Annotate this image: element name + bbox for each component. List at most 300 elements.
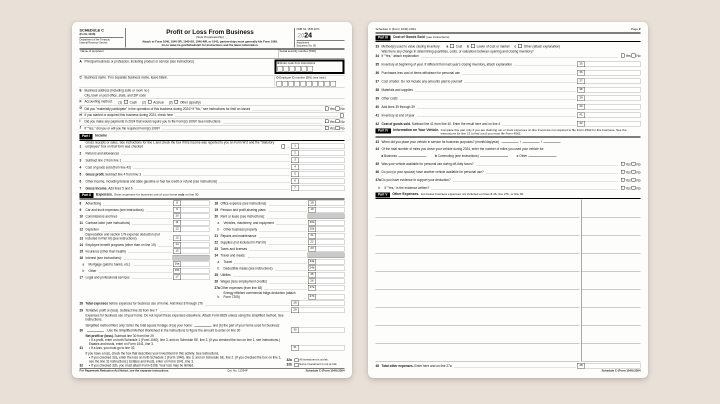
expense-description-field[interactable] <box>376 290 580 308</box>
field-F-cell[interactable] <box>80 100 345 105</box>
no-checkbox[interactable] <box>632 170 636 174</box>
mileage-blank[interactable] <box>529 154 557 158</box>
line-33-label: Method(s) used to value closing inventory: <box>381 44 441 49</box>
other-expense-row <box>376 343 641 361</box>
line-number-box: 27b <box>309 294 315 298</box>
amount-field-17[interactable] <box>181 274 210 280</box>
amount-field-14[interactable] <box>181 242 210 248</box>
expense-description-field[interactable] <box>376 308 580 326</box>
cogs-line-37 <box>376 76 641 84</box>
page-1-footer <box>80 368 345 373</box>
option-label: Cash <box>128 100 138 105</box>
amount-field-24b[interactable] <box>316 266 345 272</box>
field-row-I <box>80 119 345 126</box>
amount-field-8[interactable] <box>181 201 210 207</box>
line-number: 6 <box>79 179 82 184</box>
line-number-box: 10 <box>173 214 181 220</box>
option-label: Cost <box>454 44 463 49</box>
amount-field-28[interactable] <box>299 301 345 307</box>
digit-box[interactable] <box>331 81 337 87</box>
no-checkbox[interactable] <box>632 162 636 166</box>
accounting-checkbox[interactable] <box>124 100 128 104</box>
dotted-leader <box>101 230 171 231</box>
line-number-box: 23 <box>308 246 316 252</box>
dotted-leader <box>206 304 290 305</box>
expense-amount-field[interactable] <box>581 290 641 308</box>
line-label: Supplies (not included in Part III) <box>220 241 267 245</box>
line-label: Deductible meals (see instructions) <box>223 267 273 271</box>
question-label: Do you (or your spouse) have another vehicle available for personal use? <box>381 170 484 175</box>
field-H-body <box>85 113 345 117</box>
inventory-method-checkbox[interactable] <box>471 44 475 48</box>
digit-box[interactable] <box>277 81 283 87</box>
line-34-text <box>382 50 619 58</box>
line-number-box: 31 <box>291 345 299 351</box>
amount-field-23[interactable] <box>316 246 345 252</box>
line-number: 47a <box>375 178 381 183</box>
dotted-leader <box>133 265 172 266</box>
amount-field-12[interactable] <box>181 227 210 233</box>
digit-box[interactable] <box>296 66 302 72</box>
yes-checkbox[interactable] <box>325 119 329 123</box>
square-footage-blank[interactable] <box>87 328 104 332</box>
investment-checkbox-32a[interactable] <box>295 358 299 362</box>
line-number: 23 <box>214 247 219 252</box>
field-J-label: If "Yes," did you or will you file required Form(s) 1099? <box>84 126 161 131</box>
field-B-cell[interactable] <box>275 59 345 74</box>
dotted-leader <box>462 74 575 75</box>
income-line-5 <box>80 171 345 177</box>
dotted-leader <box>133 224 172 225</box>
line-31-row <box>80 334 345 350</box>
line-number-box: 22 <box>308 240 316 246</box>
line-number: 22 <box>214 241 219 245</box>
yes-label: Yes <box>625 170 631 175</box>
expense-line-27a <box>215 285 345 291</box>
question-label: Was your vehicle available for personal use during off-duty hours? <box>381 162 474 167</box>
line-31-bullet-2: • If a loss, you must go to line 32. <box>89 346 136 351</box>
dotted-leader <box>465 82 576 83</box>
line-number-box: 17 <box>173 274 181 280</box>
amount-field-18[interactable] <box>316 201 345 207</box>
amount-field-27a[interactable] <box>316 285 345 291</box>
cogs-line-42 <box>376 119 641 127</box>
field-H-cell[interactable] <box>80 113 345 117</box>
digit-box[interactable] <box>283 81 289 87</box>
vehicle-question-45 <box>376 160 641 167</box>
other-expense-row <box>376 272 641 290</box>
amount-field-7[interactable] <box>299 185 345 191</box>
digit-box[interactable] <box>308 66 314 72</box>
date-blank-month[interactable] <box>502 140 519 144</box>
digit-box[interactable] <box>319 81 325 87</box>
dotted-leader <box>235 263 307 264</box>
line-label: Travel and meals: <box>220 254 246 258</box>
amount-field-36[interactable] <box>585 70 641 76</box>
line-number-box: 14 <box>173 242 181 248</box>
amount-field-22[interactable] <box>316 240 345 246</box>
line-number: 25 <box>214 273 219 278</box>
dotted-leader <box>288 147 290 148</box>
line-number: 27a <box>214 286 220 291</box>
field-D-cell[interactable] <box>275 76 345 87</box>
line-number: 9 <box>79 208 82 213</box>
line-label: Depreciation and section 179 expense deduction (not included in Part III) (see instructions) <box>85 232 160 241</box>
line-label: Depletion <box>85 228 99 232</box>
attach-instruction: Attach to Form 1040, 1040-SR, 1040-SS, 1040-NR, or 1041; partnerships must generally file Form 1065. <box>142 40 278 44</box>
amount-field-25[interactable] <box>316 272 345 278</box>
line-label: Wages (less employment credits) <box>220 280 267 284</box>
dotted-leader <box>163 129 322 130</box>
option-label: Other (attach explanation) <box>522 44 561 49</box>
option-label: Accrual <box>152 100 164 105</box>
inventory-option-c <box>515 44 561 49</box>
expense-amount-field[interactable] <box>581 200 641 218</box>
dotted-leader <box>146 211 171 212</box>
omb-block <box>295 28 345 48</box>
goto-instruction: Go to www.irs.gov/ScheduleC for instructions and the latest information. <box>161 44 259 48</box>
dotted-leader <box>120 217 172 218</box>
part-title: Cost of Goods Sold <box>392 35 425 39</box>
statutory-employee-checkbox[interactable] <box>281 145 285 149</box>
amount-field-4[interactable] <box>299 164 345 170</box>
form-header <box>80 28 345 50</box>
checkbox-id: 32b <box>286 363 292 367</box>
field-row-F <box>80 99 345 106</box>
no-label: No <box>340 120 345 124</box>
dotted-leader <box>248 256 306 257</box>
line-label: Contract labor (see instructions) <box>85 221 131 226</box>
check-here-checkbox[interactable] <box>340 114 344 118</box>
line-label: Utilities <box>220 273 231 278</box>
digit-box[interactable] <box>302 66 308 72</box>
accounting-checkbox[interactable] <box>174 100 178 104</box>
line-number: b <box>82 269 85 273</box>
yes-checkbox[interactable] <box>621 54 625 58</box>
line-43-row <box>376 139 641 145</box>
mileage-blank[interactable] <box>398 154 426 158</box>
line-label-bold: Gross profit. <box>85 172 106 177</box>
line-number-box: 15 <box>173 248 181 254</box>
field-C-cell[interactable] <box>80 76 273 80</box>
line-label: Cost of labor. Do not include any amounts paid to yourself <box>381 79 463 84</box>
no-label: No <box>636 178 641 183</box>
field-letter-D: D <box>276 76 280 80</box>
line-number-box: 41 <box>577 112 585 118</box>
part-header-part-iii <box>376 35 641 42</box>
field-G-cell[interactable] <box>80 107 345 112</box>
option-number: (2) <box>142 100 147 105</box>
expense-description-field[interactable] <box>376 200 580 218</box>
line-number-box: 28 <box>291 301 299 307</box>
digit-box[interactable] <box>295 81 301 87</box>
page-2-content <box>368 22 648 378</box>
amount-field-16b[interactable] <box>181 268 210 274</box>
dotted-leader <box>453 181 617 182</box>
line-label: Taxes and licenses <box>220 247 248 252</box>
amount-field-19[interactable] <box>316 207 345 213</box>
investment-checkboxes <box>287 358 345 368</box>
vehicle-date-field[interactable] <box>500 140 562 145</box>
catalog-number: Cat. No. 11334P <box>227 369 248 373</box>
dotted-leader <box>305 298 307 299</box>
yes-checkbox[interactable] <box>621 186 625 190</box>
amount-field-40[interactable] <box>585 104 641 110</box>
line-29-label-line <box>86 309 292 313</box>
line-number: 39 <box>375 96 380 101</box>
part-chip: Part V <box>376 193 390 198</box>
inventory-method-checkbox[interactable] <box>518 44 522 48</box>
yes-checkbox[interactable] <box>325 107 329 111</box>
line-label: Travel <box>223 260 233 265</box>
field-C-body <box>85 76 273 80</box>
expense-amount-field[interactable] <box>581 254 641 272</box>
amount-field-11[interactable] <box>181 220 210 226</box>
shaded-cell <box>308 253 345 259</box>
expense-line-19 <box>215 207 345 213</box>
expense-line-17 <box>80 274 210 280</box>
dotted-leader <box>233 276 306 277</box>
digit-box[interactable] <box>278 66 284 72</box>
field-letter-J: J <box>79 126 82 130</box>
line-number-box: 26 <box>308 279 316 285</box>
square-footage-blank[interactable] <box>194 323 211 327</box>
digit-box[interactable] <box>313 81 319 87</box>
digit-box[interactable] <box>290 66 296 72</box>
checkbox-line-32a <box>287 358 345 362</box>
line-34-row <box>376 50 641 58</box>
amount-field-42[interactable] <box>585 121 641 127</box>
line-number-box: 16a <box>174 262 180 266</box>
schedule-footer-label: Schedule C (Form 1040) 2024 <box>601 369 641 373</box>
digit-box[interactable] <box>325 81 331 87</box>
line-number: 1 <box>79 144 82 149</box>
expense-amount-field[interactable] <box>581 236 641 254</box>
yes-checkbox[interactable] <box>325 126 329 130</box>
line-number-box: 40 <box>577 104 585 110</box>
amount-field-1[interactable] <box>299 143 345 149</box>
no-checkbox[interactable] <box>632 178 636 182</box>
no-label: No <box>340 126 345 131</box>
dotted-leader <box>269 243 307 244</box>
line-number: 36 <box>375 71 380 75</box>
line-44-sub-row <box>376 153 641 159</box>
name-of-proprietor-field[interactable] <box>80 50 279 59</box>
income-line-6 <box>80 178 345 184</box>
digit-box[interactable] <box>289 81 295 87</box>
line-number-box: 4 <box>291 164 299 170</box>
line-label-bold: Net profit or (loss). <box>85 334 115 338</box>
income-line-1 <box>80 142 345 149</box>
line-29-text <box>86 309 292 313</box>
field-F-label: Accounting method: <box>84 100 113 104</box>
date-blank-year[interactable] <box>540 140 560 145</box>
option-label: Lower of cost or market <box>475 44 510 49</box>
yes-label: Yes <box>625 178 631 183</box>
ssn-field[interactable] <box>278 50 345 59</box>
expense-amount-field[interactable] <box>581 308 641 326</box>
line-label: Total other expenses. Enter here and on line 27a <box>381 364 452 368</box>
sub-letter: b <box>434 154 438 159</box>
amount-field-26[interactable] <box>316 279 345 285</box>
line-number: a <box>217 260 220 265</box>
field-J-body <box>85 126 345 131</box>
digit-box[interactable] <box>307 81 313 87</box>
line-number: 14 <box>79 243 84 247</box>
line-number: 24 <box>214 254 219 258</box>
line-number: 40 <box>375 105 380 109</box>
field-J-cell[interactable] <box>80 126 345 131</box>
yes-checkbox[interactable] <box>621 170 625 174</box>
line-number: 20 <box>214 215 219 219</box>
no-checkbox[interactable] <box>336 126 340 130</box>
line-number-box: 37 <box>577 78 585 84</box>
dotted-leader <box>143 175 289 176</box>
amount-field-10[interactable] <box>181 214 210 220</box>
part-header-part-ii <box>80 193 345 200</box>
amount-field-13[interactable] <box>181 235 210 241</box>
expense-line-26 <box>215 278 345 284</box>
sub-letter: a <box>381 154 385 159</box>
expense-description-field[interactable] <box>376 236 580 254</box>
amount-field-24a[interactable] <box>316 259 345 265</box>
expense-amount-field[interactable] <box>581 218 641 236</box>
line-number: b <box>378 186 381 191</box>
accounting-method-line <box>85 100 345 105</box>
amount-field-35[interactable] <box>585 61 641 67</box>
yes-label: Yes <box>329 126 335 131</box>
expense-line-13 <box>80 233 210 241</box>
amount-field-6[interactable] <box>299 178 345 184</box>
field-A-label: Principal business or profession, including product or service (see instructions) <box>84 59 194 64</box>
amount-field-31[interactable] <box>299 345 345 351</box>
dotted-leader <box>432 189 618 190</box>
yes-checkbox[interactable] <box>621 178 625 182</box>
line-number: 8 <box>79 202 82 206</box>
line-number: 18 <box>214 202 219 206</box>
amount-field-20a[interactable] <box>316 220 345 226</box>
field-H-label: If you started or acquired this business during 2024, check here <box>84 113 174 117</box>
no-checkbox[interactable] <box>336 119 340 123</box>
other-expense-row <box>376 325 641 343</box>
other-expense-row <box>376 290 641 308</box>
amount-field-20b[interactable] <box>316 227 345 233</box>
amount-field-38[interactable] <box>585 87 641 93</box>
accounting-checkbox[interactable] <box>148 100 152 104</box>
dotted-leader <box>400 99 575 100</box>
amount-field-9[interactable] <box>181 207 210 213</box>
investment-checkbox-32b[interactable] <box>295 363 299 367</box>
field-I-cell[interactable] <box>80 119 345 124</box>
part-chip: Part III <box>376 35 391 40</box>
amount-field-29[interactable] <box>299 307 345 313</box>
amount-field-21[interactable] <box>316 233 345 239</box>
yes-label: Yes <box>625 54 631 58</box>
no-checkbox[interactable] <box>632 54 636 58</box>
schedule-c-page-2 <box>368 22 648 378</box>
field-row-C <box>80 75 345 88</box>
agency-line-1: Department of the Treasury <box>79 38 110 42</box>
expense-description-field[interactable] <box>376 218 580 236</box>
amount-field-16a[interactable] <box>181 261 210 267</box>
yes-label: Yes <box>329 107 335 111</box>
inventory-option-b <box>467 44 509 49</box>
expense-description-field[interactable] <box>376 325 580 343</box>
expense-line-24 <box>215 252 345 258</box>
accounting-option-accrual <box>142 100 164 105</box>
part-title: Information on Your Vehicle. <box>393 128 440 132</box>
amount-field-39[interactable] <box>585 95 641 101</box>
line-label: Energy efficient commercial bldgs deduction (attach Form 7205) <box>223 291 296 299</box>
field-E-cell[interactable] <box>80 89 345 98</box>
amount-field-5[interactable] <box>299 171 345 177</box>
no-label: No <box>636 186 641 191</box>
amount-field-15[interactable] <box>181 248 210 254</box>
line-label: Office expense (see instructions) <box>220 202 267 206</box>
line-label: Other <box>88 269 97 273</box>
line-label: Rent or lease (see instructions): <box>220 215 265 219</box>
line-label: Cost of goods sold (from line 42) <box>85 165 131 170</box>
expense-amount-field[interactable] <box>581 272 641 290</box>
line-number-box: 20a <box>309 221 315 225</box>
line-label: Returns and allowances <box>85 151 120 156</box>
no-checkbox[interactable] <box>632 186 636 190</box>
line-number: a <box>217 221 220 226</box>
part-note: List below business expenses not included on lines 8-26, line 27b, or line 30. <box>420 192 525 197</box>
expense-amount-field[interactable] <box>581 343 641 361</box>
expense-amount-field[interactable] <box>581 325 641 343</box>
amount-field-3[interactable] <box>299 157 345 163</box>
expense-description-field[interactable] <box>376 254 580 272</box>
line-number: 15 <box>79 249 84 254</box>
yes-checkbox[interactable] <box>621 162 625 166</box>
no-checkbox[interactable] <box>336 107 340 111</box>
line-number-box: 9 <box>173 207 181 213</box>
amount-field-27b[interactable] <box>316 294 345 300</box>
line-number-box: 27a <box>309 286 315 290</box>
amount-field-37[interactable] <box>585 78 641 84</box>
yes-no-group <box>620 54 641 59</box>
line-number-box: 8 <box>173 201 181 207</box>
expense-description-field[interactable] <box>376 272 580 290</box>
dotted-leader <box>417 116 575 117</box>
line-label: Employee benefit programs (other than on line 19) <box>85 243 156 247</box>
yes-no-group <box>324 119 345 124</box>
date-blank-day[interactable] <box>522 140 539 144</box>
amount-field-2[interactable] <box>299 150 345 156</box>
form-id-block <box>80 28 126 48</box>
field-A-cell[interactable] <box>80 60 273 64</box>
mileage-blank[interactable] <box>480 154 508 158</box>
expense-description-field[interactable] <box>376 343 580 361</box>
agency-line-2: Internal Revenue Service <box>79 41 108 45</box>
attachment-label: Attachment <box>297 40 345 44</box>
digit-box[interactable] <box>301 81 307 87</box>
other-expense-row <box>376 308 641 326</box>
line-label: Legal and professional services <box>85 275 130 280</box>
ssn-label: Social security number (SSN) <box>279 50 317 54</box>
amount-field-30[interactable] <box>299 328 345 334</box>
income-line-3 <box>80 157 345 163</box>
inventory-method-checkbox[interactable] <box>450 44 454 48</box>
dotted-leader <box>223 122 321 123</box>
line-number: 26 <box>214 280 219 284</box>
checkbox-id: 32a <box>286 358 292 362</box>
expense-line-21 <box>215 233 345 239</box>
amount-field-41[interactable] <box>585 112 641 118</box>
digit-box[interactable] <box>284 66 290 72</box>
checkbox-line-32b <box>287 363 345 367</box>
